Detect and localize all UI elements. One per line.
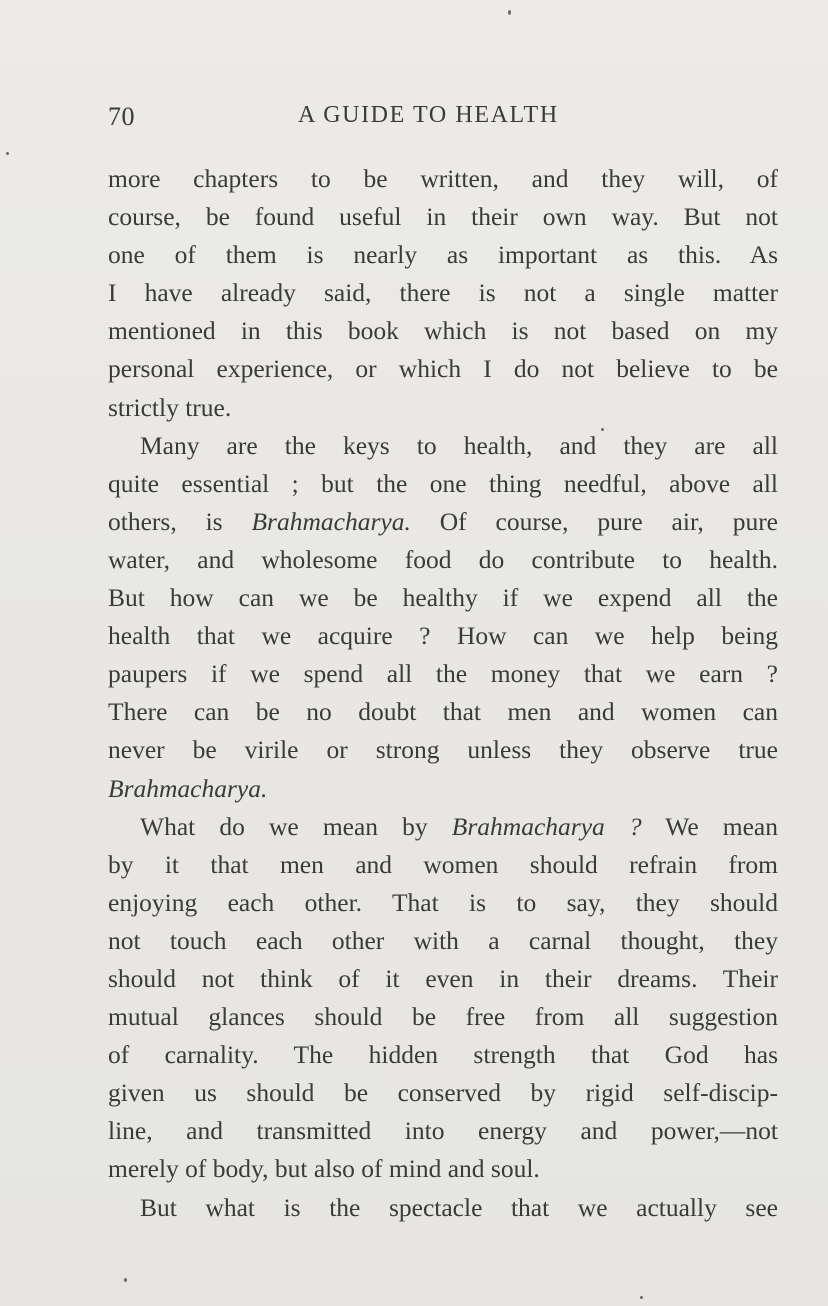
ink-speck	[124, 1278, 127, 1282]
text-line: never be virile or strong unless they observe true	[108, 735, 778, 765]
text-line: personal experience, or which I do not believe to be	[108, 354, 778, 384]
text-line: course, be found useful in their own way. But not	[108, 202, 778, 232]
text-line: enjoying each other. That is to say, they should	[108, 887, 778, 917]
text-line: not touch each other with a carnal thought, they	[108, 925, 778, 955]
running-title: A GUIDE TO HEALTH	[298, 102, 559, 128]
text-run: Of course, pure air, pure	[410, 506, 778, 536]
text-line: paupers if we spend all the money that we earn ?	[108, 659, 778, 689]
text-line	[108, 808, 778, 846]
text-line: one of them is nearly as important as this. As	[108, 240, 778, 270]
text-line	[108, 503, 778, 541]
text-line: quite essential ; but the one thing needful, above all	[108, 468, 778, 498]
ink-speck	[640, 1296, 643, 1299]
text-line: more chapters to be written, and they will, of	[108, 164, 778, 193]
italic-term: Brahmacharya ?	[451, 811, 642, 841]
text-line: Many are the keys to health, and they are all	[140, 430, 778, 460]
text-line: But how can we be healthy if we expend all the	[108, 583, 778, 613]
text-line	[108, 770, 778, 808]
text-line: But what is the spectacle that we actually see	[140, 1192, 778, 1222]
text-line: I have already said, there is not a single matter	[108, 278, 778, 308]
text-line: should not think of it even in their dreams. Their	[108, 963, 778, 993]
italic-term: Brahmacharya.	[108, 773, 268, 803]
text-line: health that we acquire ? How can we help being	[108, 621, 778, 651]
text-line: of carnality. The hidden strength that God has	[108, 1040, 778, 1070]
text-line: by it that men and women should refrain from	[108, 849, 778, 879]
text-line: merely of body, but also of mind and soul.	[108, 1154, 540, 1184]
italic-term: Brahmacharya.	[251, 506, 411, 536]
text-run: What do we mean by	[140, 811, 452, 841]
ink-speck	[508, 10, 511, 15]
ink-speck	[6, 152, 9, 155]
text-line: mentioned in this book which is not based on my	[108, 316, 778, 346]
body-text	[108, 160, 778, 1227]
text-line: given us should be conserved by rigid self-discip-	[108, 1078, 778, 1108]
text-line: There can be no doubt that men and women can	[108, 697, 778, 727]
page-header	[108, 102, 778, 138]
text-line: water, and wholesome food do contribute to health.	[108, 544, 778, 574]
text-run: We mean	[641, 811, 778, 841]
text-line: line, and transmitted into energy and power,—not	[108, 1116, 778, 1146]
text-run: others, is	[108, 506, 252, 536]
text-line: mutual glances should be free from all suggestion	[108, 1002, 778, 1032]
page-number: 70	[108, 102, 135, 131]
text-line: strictly true.	[108, 392, 232, 422]
